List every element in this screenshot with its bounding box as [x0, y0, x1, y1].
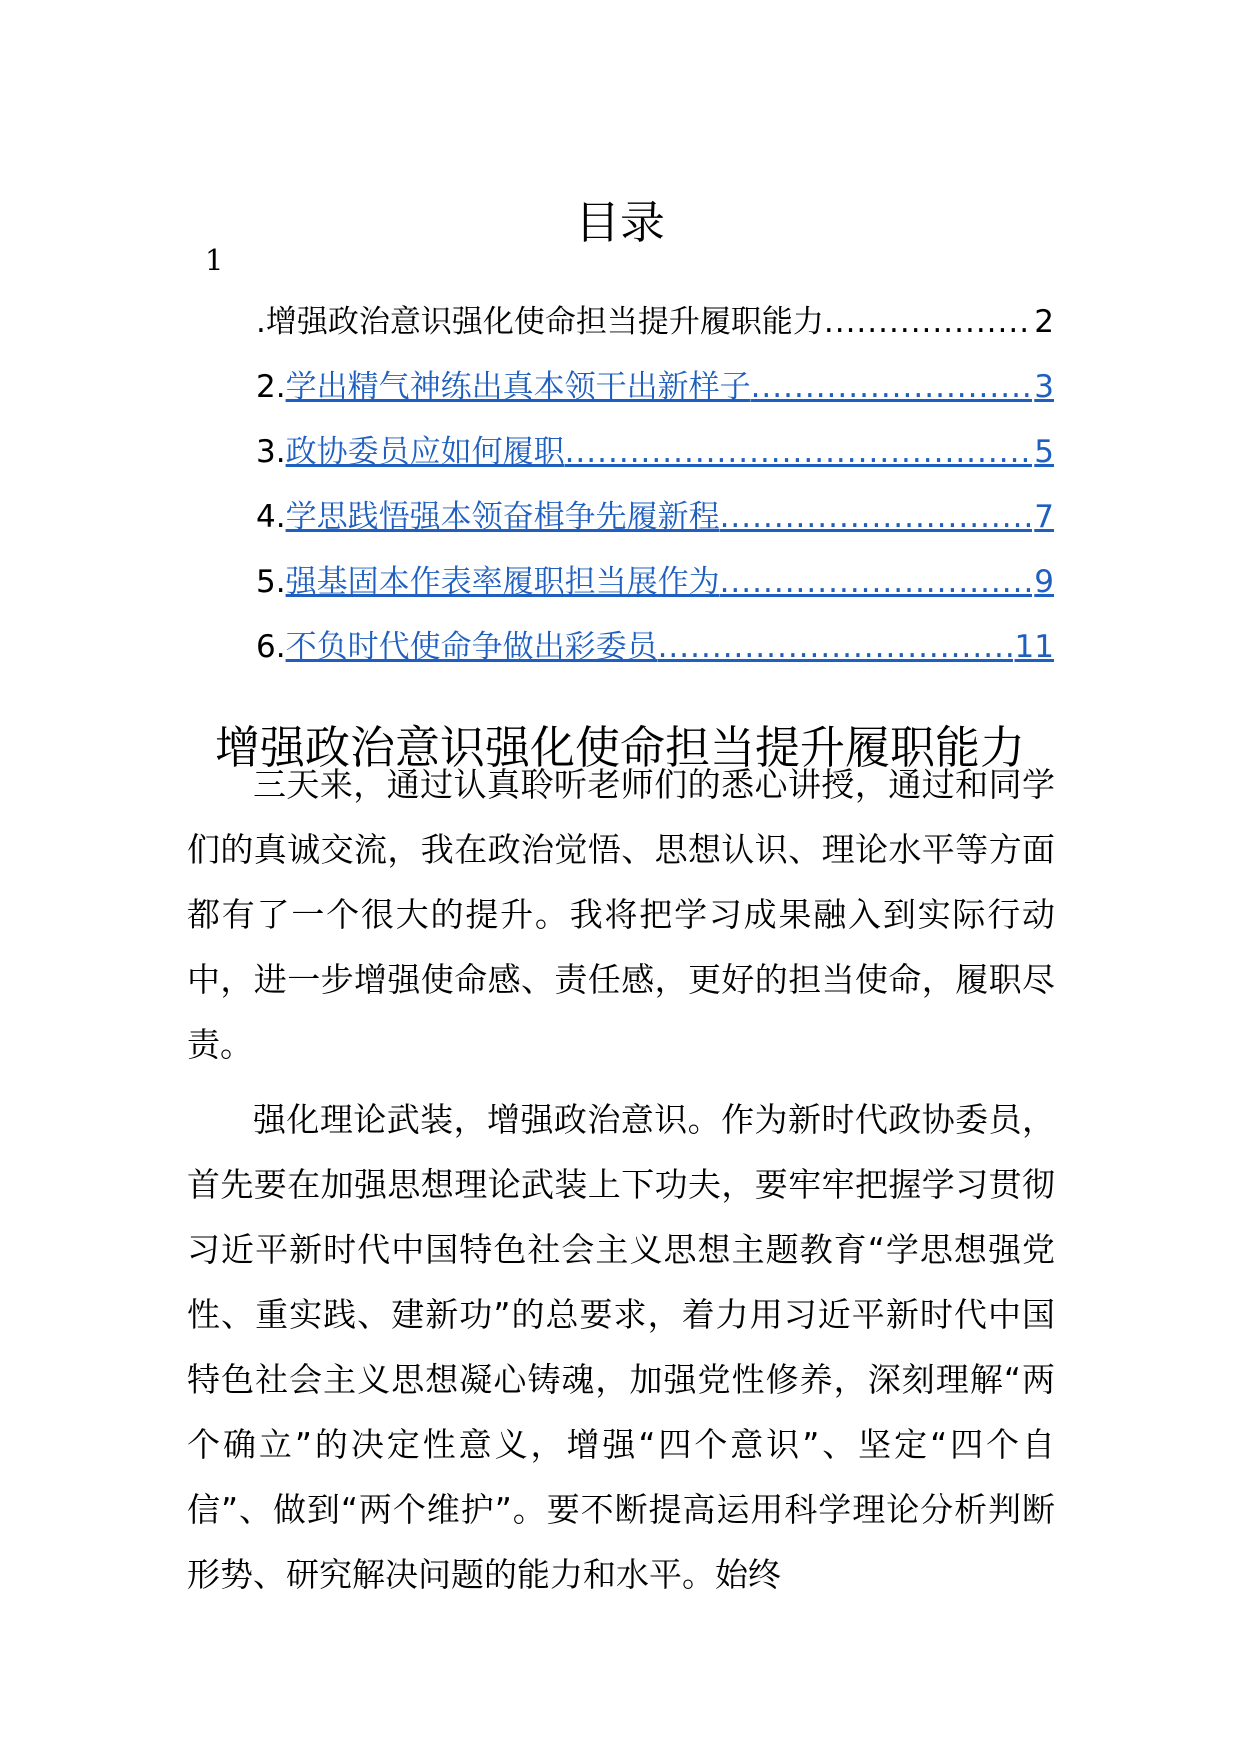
toc-item-page: 2: [1034, 304, 1054, 340]
toc-item-link[interactable]: 强基固本作表率履职担当展作为: [285, 564, 720, 600]
toc-leader-dots: [824, 302, 1032, 342]
toc-item-page[interactable]: 9: [1034, 564, 1054, 600]
page-number: 1: [205, 243, 224, 277]
toc-item-number: 4.: [256, 499, 286, 535]
toc-item-number: 5.: [256, 564, 286, 600]
toc-item-link[interactable]: 政协委员应如何履职: [285, 434, 565, 470]
article-title: 增强政治意识强化使命担当提升履职能力: [214, 721, 1025, 775]
toc-item-link[interactable]: 学出精气神练出真本领干出新样子: [285, 369, 751, 405]
article-body: [187, 752, 1055, 1617]
toc-leader-dots[interactable]: [720, 562, 1033, 602]
toc-item-number: 2.: [256, 369, 286, 405]
body-paragraph: 强化理论武装，增强政治意识。作为新时代政协委员，首先要在加强思想理论武装上下功夫，要牢牢把握学习贯彻习近平新时代中国特色社会主义思想主题教育“学思想强党性、重实践、建新功”的总要求，着力用习近平新时代中国特色社会主义思想凝心铸魂，加强党性修养，深刻理解“两个确立”的决定性意义，增强“四个意识”、坚定“四个自信”、做到“两个维护”。要不断提高运用科学理论分析判断形势、研究解决问题的能力和水平。始终: [187, 1100, 1055, 1594]
toc-item[interactable]: [256, 627, 1054, 692]
toc-item[interactable]: [256, 432, 1054, 497]
toc-item-link[interactable]: 不负时代使命争做出彩委员: [285, 629, 658, 665]
toc-item-number: 6.: [256, 629, 286, 665]
toc-item-link[interactable]: 学思践悟强本领奋楫争先履新程: [285, 499, 720, 535]
toc-item[interactable]: [256, 497, 1054, 562]
toc-item-number: 3.: [256, 434, 286, 470]
toc-leader-dots[interactable]: [720, 497, 1033, 537]
body-paragraph: 三天来，通过认真聆听老师们的悉心讲授，通过和同学们的真诚交流，我在政治觉悟、思想认识、理论水平等方面都有了一个很大的提升。我将把学习成果融入到实际行动中，进一步增强使命感、责任感，更好的担当使命，履职尽责。: [187, 765, 1055, 1064]
toc-item[interactable]: [256, 302, 1054, 367]
toc-item-page[interactable]: 5: [1034, 434, 1054, 470]
toc-item-page[interactable]: 7: [1034, 499, 1054, 535]
toc-item[interactable]: [256, 367, 1054, 432]
toc-item-page[interactable]: 11: [1014, 629, 1054, 665]
toc-item-page[interactable]: 3: [1034, 369, 1054, 405]
toc-item-text[interactable]: .增强政治意识强化使命担当提升履职能力: [256, 304, 824, 340]
toc-list: [256, 302, 1054, 692]
toc-item[interactable]: [256, 562, 1054, 627]
toc-leader-dots[interactable]: [565, 432, 1033, 472]
toc-leader-dots[interactable]: [658, 627, 1013, 667]
toc-title: 目录: [574, 196, 665, 250]
toc-leader-dots[interactable]: [751, 367, 1033, 407]
